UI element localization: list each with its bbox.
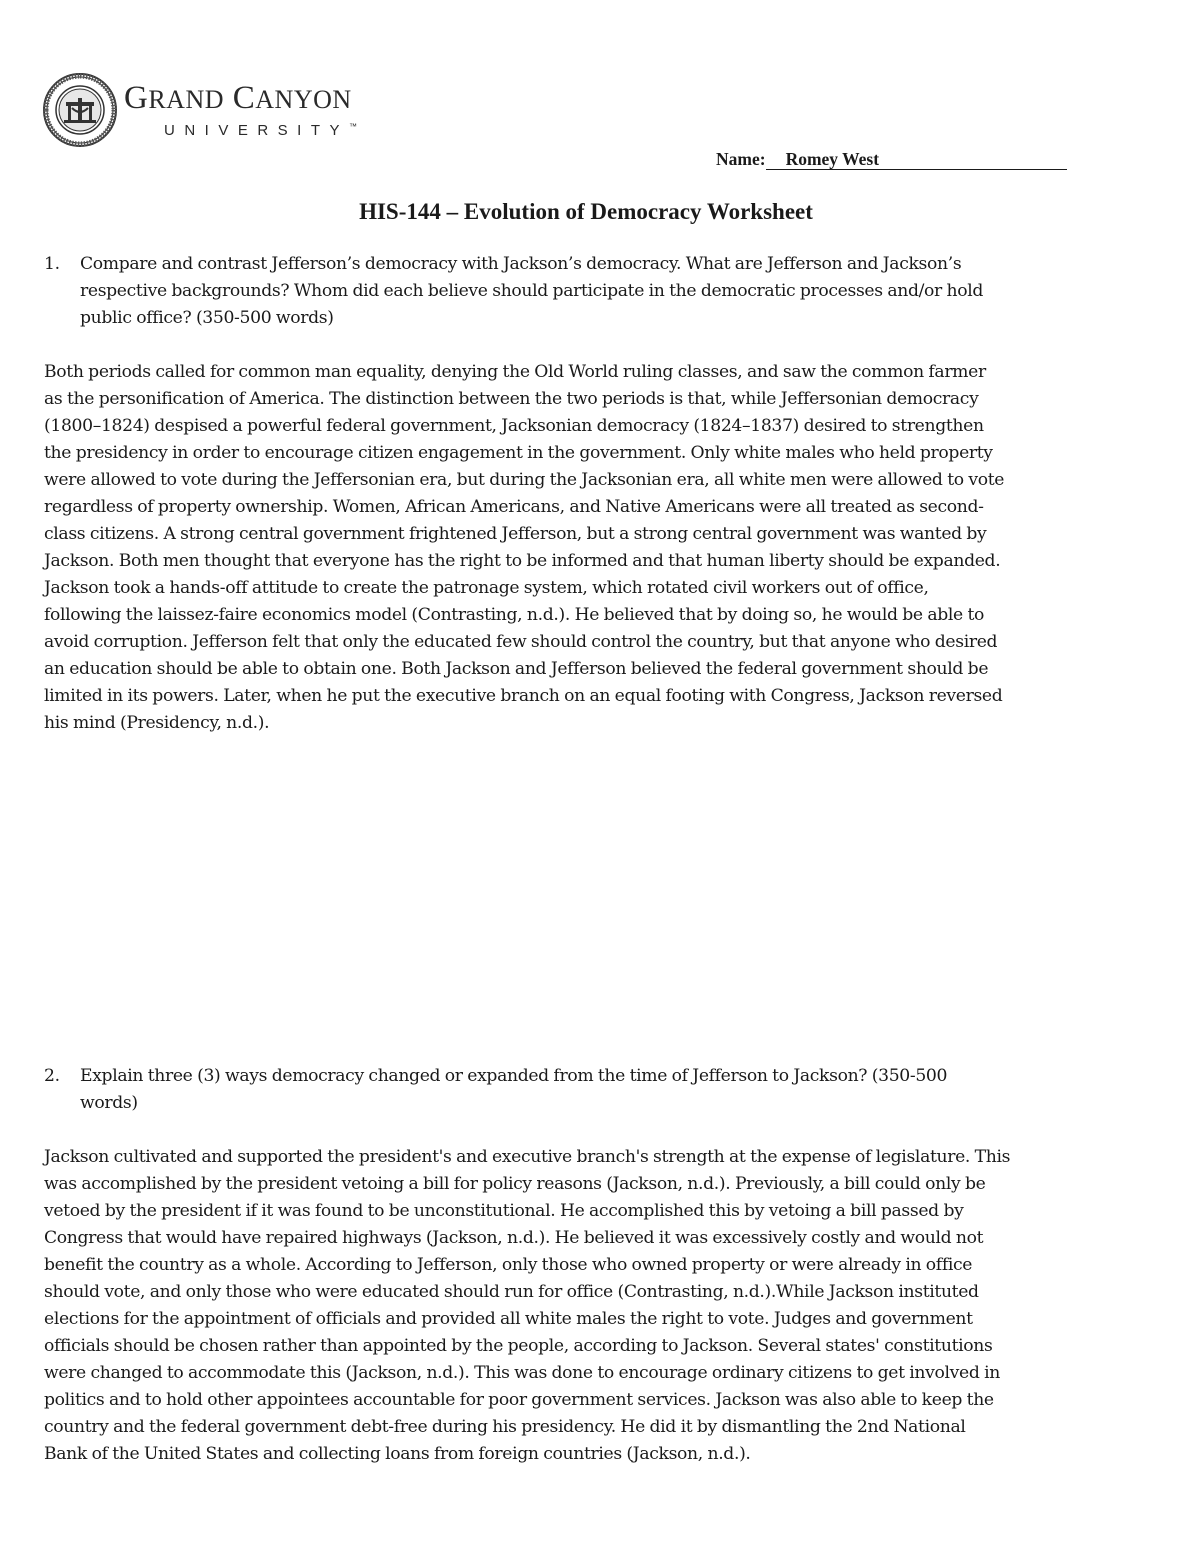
answer-line: Jackson cultivated and supported the president's and executive branch's strength at the expense of legislature. This — [44, 1147, 1011, 1167]
university-seal-icon — [42, 72, 118, 148]
answer-line: Congress that would have repaired highways (Jackson, n.d.). He believed it was excessively costly and would not — [44, 1228, 984, 1248]
worksheet-title: HIS-144 – Evolution of Democracy Worksheet — [359, 199, 813, 224]
answer-2 — [44, 1144, 1136, 1468]
question-1 — [44, 251, 1134, 332]
answer-line: limited in its powers. Later, when he put the executive branch on an equal footing with Congress, Jackson reversed — [44, 686, 1003, 706]
question-number: 1. — [44, 254, 60, 274]
name-fill-line[interactable] — [766, 150, 1067, 170]
name-value: Romey West — [785, 149, 880, 169]
answer-line: an education should be able to obtain one. Both Jackson and Jefferson believed the federal government should be — [44, 659, 989, 679]
answer-line: class citizens. A strong central government frightened Jefferson, but a strong central government was wanted by — [44, 524, 987, 544]
logo-name-cap-1: G — [124, 80, 149, 116]
name-field — [716, 149, 1067, 170]
question-line: Compare and contrast Jefferson’s democracy with Jackson’s democracy. What are Jefferson and Jackson’s — [80, 254, 962, 274]
question-line: respective backgrounds? Whom did each believe should participate in the democratic processes and/or hold — [80, 281, 984, 301]
answer-line: officials should be chosen rather than appointed by the people, according to Jackson. Several states' constitutions — [44, 1336, 993, 1356]
logo-name-rest-1: RAND — [148, 85, 225, 114]
question-2 — [44, 1063, 1134, 1117]
answer-line: should vote, and only those who were educated should run for office (Contrasting, n.d.).While Jackson instituted — [44, 1282, 979, 1302]
answer-line: Bank of the United States and collecting loans from foreign countries (Jackson, n.d.). — [44, 1444, 751, 1464]
answer-line: avoid corruption. Jefferson felt that only the educated few should control the country, but that anyone who desired — [44, 632, 998, 652]
answer-line: Jackson. Both men thought that everyone has the right to be informed and that human liberty should be expanded. — [44, 551, 1001, 571]
question-line: public office? (350-500 words) — [80, 308, 334, 328]
answer-line: was accomplished by the president vetoing a bill for policy reasons (Jackson, n.d.). Previously, a bill could only be — [44, 1174, 986, 1194]
trademark-mark: ™ — [349, 122, 358, 131]
name-label: Name: — [716, 149, 766, 169]
answer-line: benefit the country as a whole. According to Jefferson, only those who owned property or were already in office — [44, 1255, 973, 1275]
answer-1 — [44, 359, 1136, 737]
answer-line: were allowed to vote during the Jeffersonian era, but during the Jacksonian era, all white men were allowed to vote — [44, 470, 1005, 490]
answer-line: regardless of property ownership. Women, African Americans, and Native Americans were all treated as second- — [44, 497, 984, 517]
answer-line: vetoed by the president if it was found to be unconstitutional. He accomplished this by vetoing a bill passed by — [44, 1201, 964, 1221]
logo-sub-text: UNIVERSITY — [164, 122, 350, 139]
answer-line: his mind (Presidency, n.d.). — [44, 713, 270, 733]
logo-name-rest-2: ANYON — [255, 85, 352, 114]
question-number: 2. — [44, 1066, 60, 1086]
answer-line: politics and to hold other appointees accountable for poor government services. Jackson was also able to keep the — [44, 1390, 994, 1410]
logo-wordmark — [124, 80, 357, 140]
logo-name-cap-2: C — [232, 80, 256, 116]
answer-line: as the personification of America. The distinction between the two periods is that, while Jeffersonian democracy — [44, 389, 979, 409]
question-line: words) — [80, 1093, 138, 1113]
university-logo — [42, 70, 357, 150]
answer-line: country and the federal government debt-free during his presidency. He did it by dismantling the 2nd National — [44, 1417, 966, 1437]
question-text — [80, 1063, 1134, 1117]
answer-line: Jackson took a hands-off attitude to create the patronage system, which rotated civil workers out of office, — [44, 578, 929, 598]
logo-subtitle — [164, 118, 357, 140]
answer-line: the presidency in order to encourage citizen engagement in the government. Only white males who held property — [44, 443, 993, 463]
question-text — [80, 251, 1134, 332]
answer-line: were changed to accommodate this (Jackson, n.d.). This was done to encourage ordinary citizens to get involved in — [44, 1363, 1000, 1383]
logo-name — [124, 80, 357, 118]
question-line: Explain three (3) ways democracy changed or expanded from the time of Jefferson to Jackson? (350-500 — [80, 1066, 948, 1086]
answer-line: elections for the appointment of officials and provided all white males the right to vote. Judges and government — [44, 1309, 973, 1329]
answer-line: following the laissez-faire economics model (Contrasting, n.d.). He believed that by doing so, he would be able to — [44, 605, 985, 625]
answer-line: (1800–1824) despised a powerful federal government, Jacksonian democracy (1824–1837) desired to strengthen — [44, 416, 984, 436]
answer-line: Both periods called for common man equality, denying the Old World ruling classes, and saw the common farmer — [44, 362, 986, 382]
